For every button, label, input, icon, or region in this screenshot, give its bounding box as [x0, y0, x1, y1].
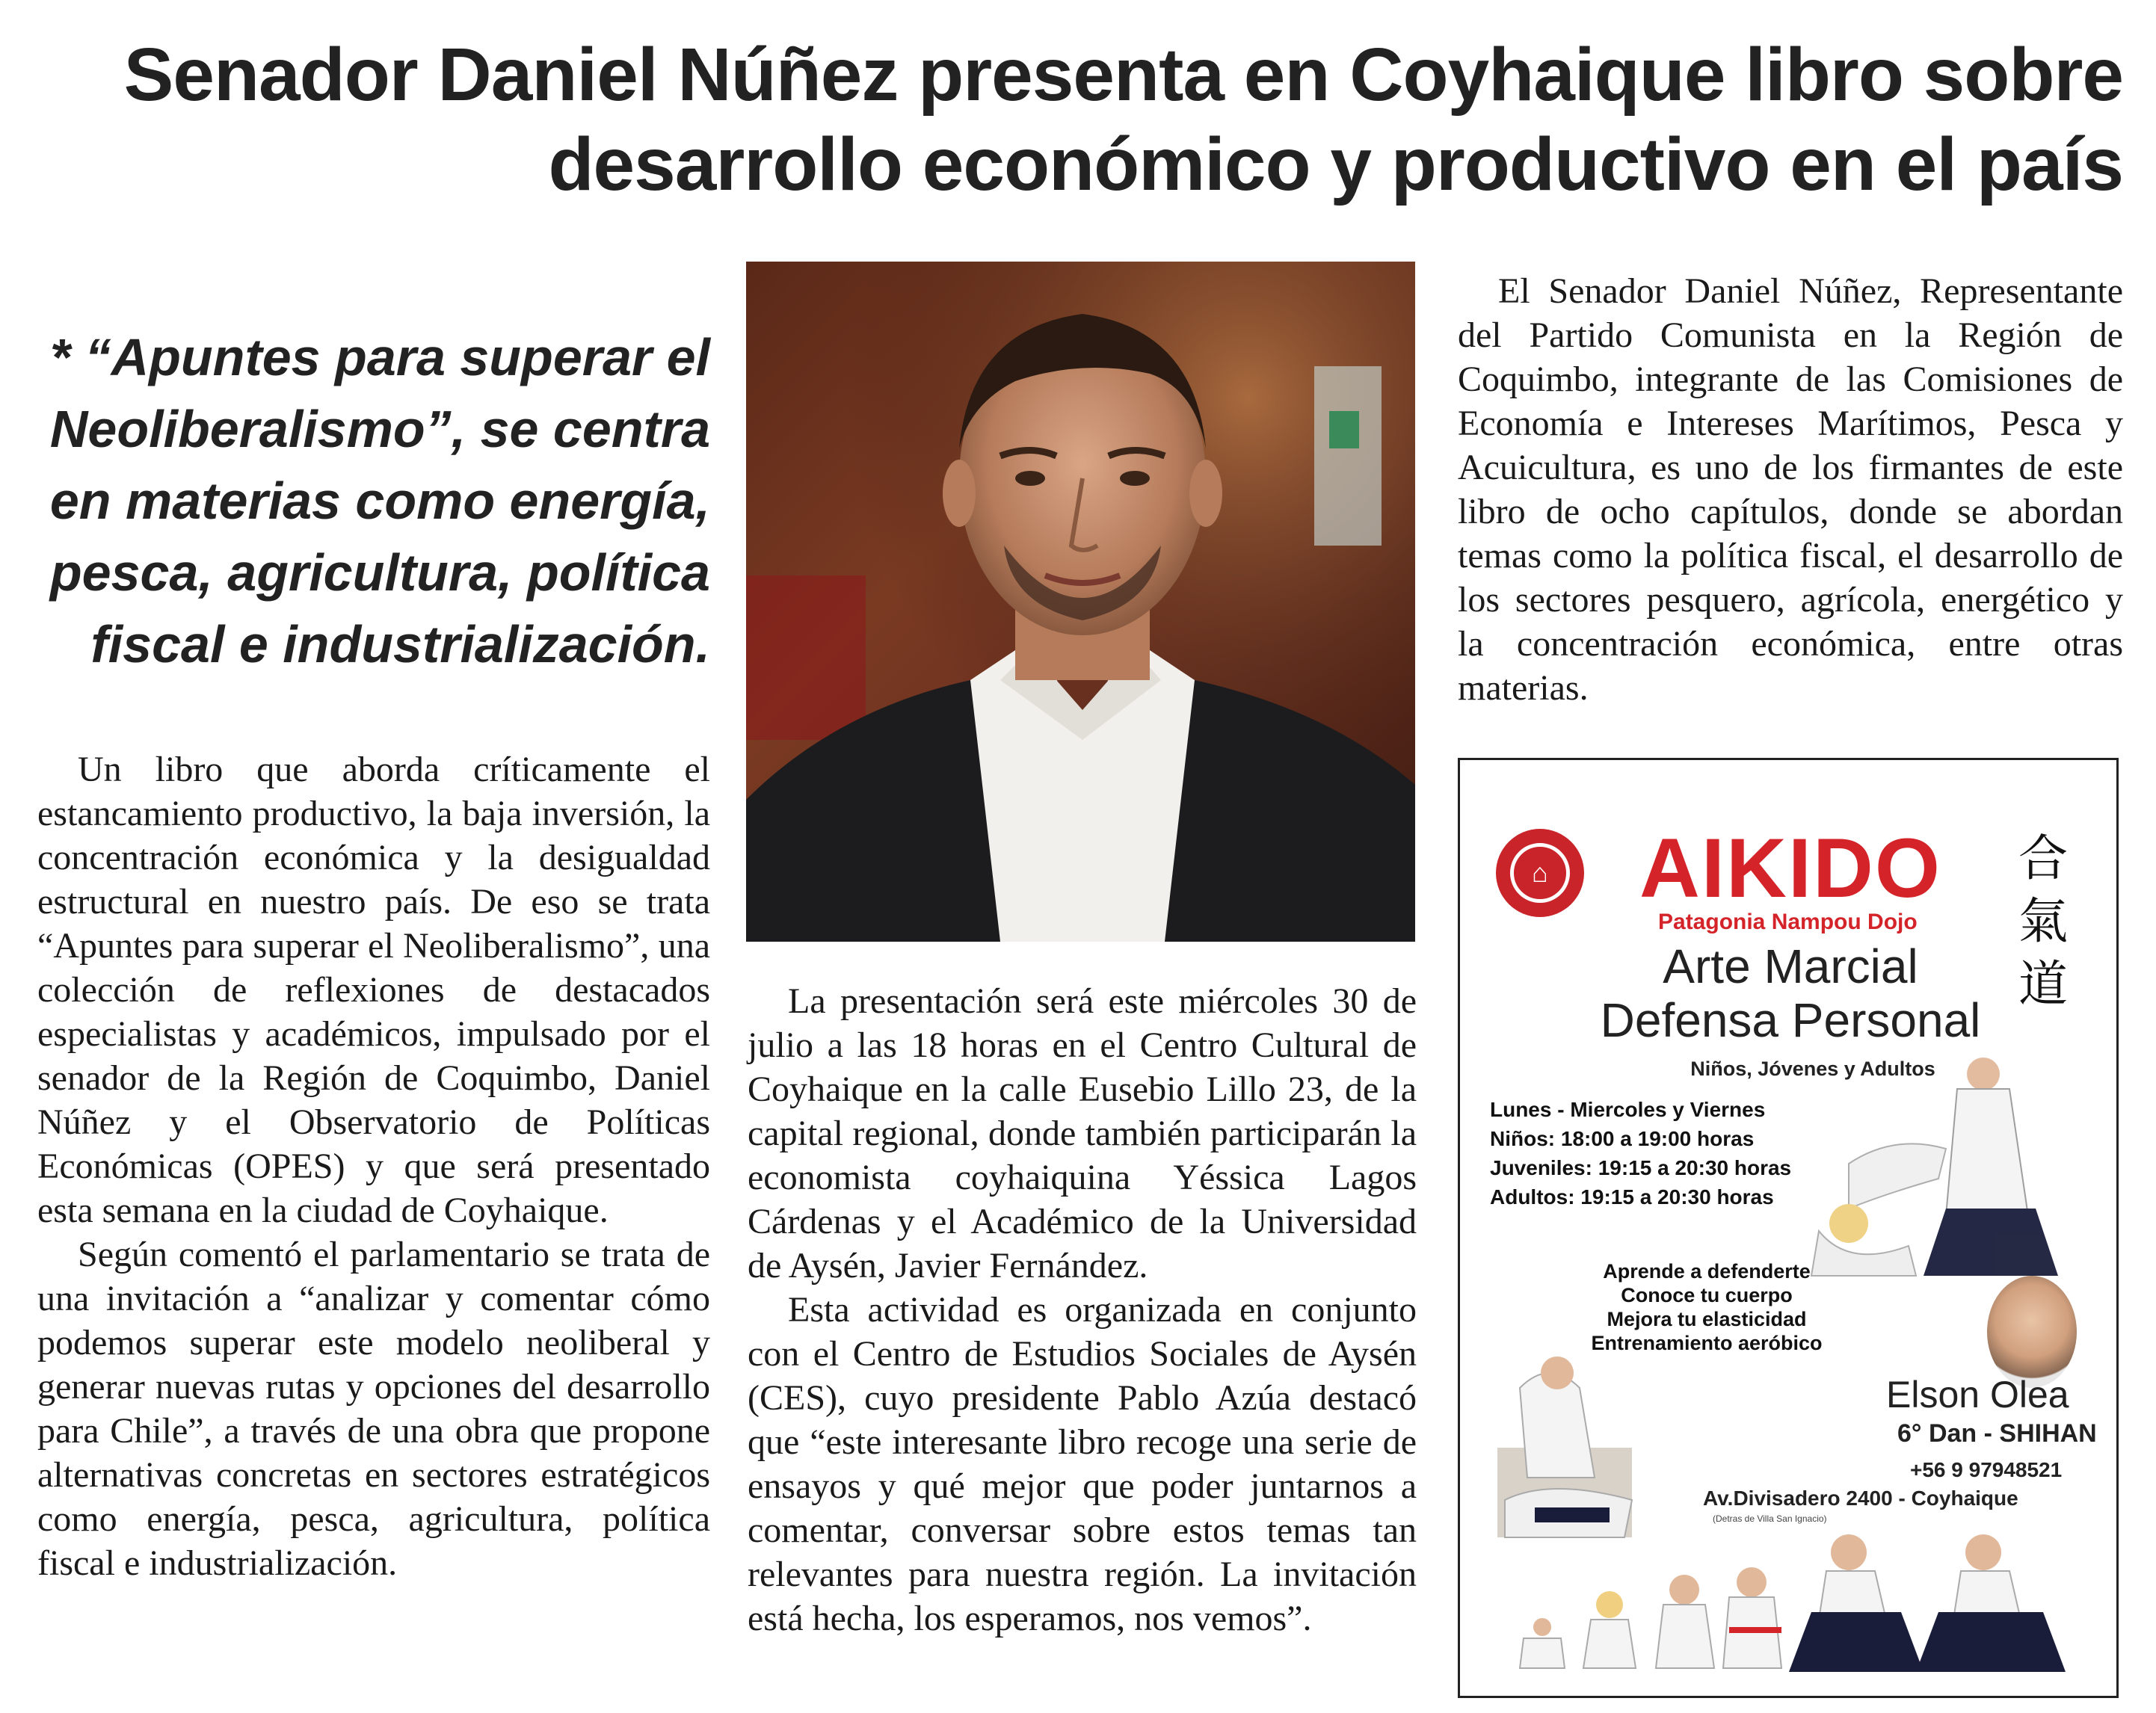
instructor-avatar — [1987, 1276, 2077, 1388]
dojo-logo — [1496, 829, 1584, 917]
schedule-line: Adultos: 19:15 a 20:30 horas — [1490, 1185, 1774, 1209]
ad-subtitle: Patagonia Nampou Dojo — [1658, 910, 1918, 934]
benefit-line: Mejora tu elasticidad — [1607, 1308, 1807, 1330]
ad-ages: Niños, Jóvenes y Adultos — [1690, 1058, 1935, 1080]
paragraph: Según comentó el parlamentario se trata de una invitación a “analizar y comentar cómo podemos superar este modelo neoliberal y generar nuevas rutas y opciones del desarrollo para Chile”, a través de una obra que propone alternativas concretas en sectores estratégicos como energía, pesca, agricultura, política fiscal e industrialización. — [37, 1235, 710, 1583]
instructor-rank: 6° Dan - SHIHAN — [1897, 1419, 2097, 1448]
ad-title: AIKIDO — [1639, 821, 1941, 915]
paragraph: Un libro que aborda críticamente el estancamiento productivo, la baja inversión, la concentración económica y la desigualdad estructural en nuestro país. De eso se trata “Apuntes para superar el Neoliberalismo”, una colección de reflexiones de destacados especialistas y académicos, impulsado por el senador de la Región de Coquimbo, Daniel Núñez y el Observatorio de Políticas Económicas (OPES) y que será presentado esta semana en la ciudad de Coyhaique. — [37, 750, 710, 1230]
portrait-illustration — [746, 262, 1415, 942]
ad-art-line: Defensa Personal — [1600, 993, 1981, 1047]
deck-summary: * “Apuntes para superar el Neoliberalismo”, se centra en materias como energía, pesca, agricultura, política fiscal e industrialización. — [49, 328, 710, 673]
aikido-kanji: 合氣道 — [2018, 830, 2068, 1013]
paragraph: La presentación será este miércoles 30 de julio a las 18 horas en el Centro Cultural de Coyhaique en la calle Eusebio Lillo 23, de la capital regional, donde también participarán la economista coyhaiquina Yéssica Lagos Cárdenas y el Académico de la Universidad de Aysén, Javier Fernández. — [748, 981, 1417, 1285]
schedule-line: Lunes - Miercoles y Viernes — [1490, 1098, 1766, 1121]
address-note: (Detras de Villa San Ignacio) — [1713, 1513, 1827, 1524]
ad-benefits — [1542, 1259, 1871, 1355]
ad-art-heading — [1460, 939, 2119, 1047]
headline: Senador Daniel Núñez presenta en Coyhaique libro sobre desarrollo económico y productivo en el país — [123, 33, 2123, 206]
senator-photo — [746, 262, 1415, 942]
benefit-line: Entrenamiento aeróbico — [1591, 1332, 1823, 1354]
right-column — [1458, 269, 2123, 710]
middle-column — [748, 979, 1417, 1641]
left-column — [37, 747, 710, 1585]
dojo-address: Av.Divisadero 2400 - Coyhaique — [1703, 1487, 2018, 1510]
schedule-line: Niños: 18:00 a 19:00 horas — [1490, 1127, 1755, 1150]
paragraph: Esta actividad es organizada en conjunto con el Centro de Estudios Sociales de Aysén (CES), cuyo presidente Pablo Azúa destacó que “este interesante libro recoge una serie de ensayos y qué mejor que poder juntarnos a comentar, conversar sobre estos temas tan relevantes para nuestra región. La invitación está hecha, los esperamos, nos vemos”. — [748, 1290, 1417, 1638]
aikido-advertisement — [1458, 758, 2119, 1698]
dojo-emblem-icon: ⌂ — [1510, 843, 1570, 903]
ad-schedule — [1490, 1095, 1791, 1212]
paragraph: El Senador Daniel Núñez, Representante del Partido Comunista en la Región de Coquimbo, integrante de las Comisiones de Economía e Intereses Marítimos, Pesca y Acuicultura, es uno de los firmantes de este libro de ocho capítulos, donde se abordan temas como la política fiscal, el desarrollo de los sectores pesquero, agrícola, energético y la concentración económica, entre otras materias. — [1458, 271, 2123, 708]
benefit-line: Aprende a defenderte — [1603, 1260, 1811, 1283]
schedule-line: Juveniles: 19:15 a 20:30 horas — [1490, 1156, 1792, 1179]
contact-phone: +56 9 97948521 — [1910, 1458, 2063, 1481]
benefit-line: Conoce tu cuerpo — [1621, 1284, 1793, 1306]
instructor-name: Elson Olea — [1886, 1374, 2069, 1416]
ad-art-line: Arte Marcial — [1663, 939, 1918, 993]
